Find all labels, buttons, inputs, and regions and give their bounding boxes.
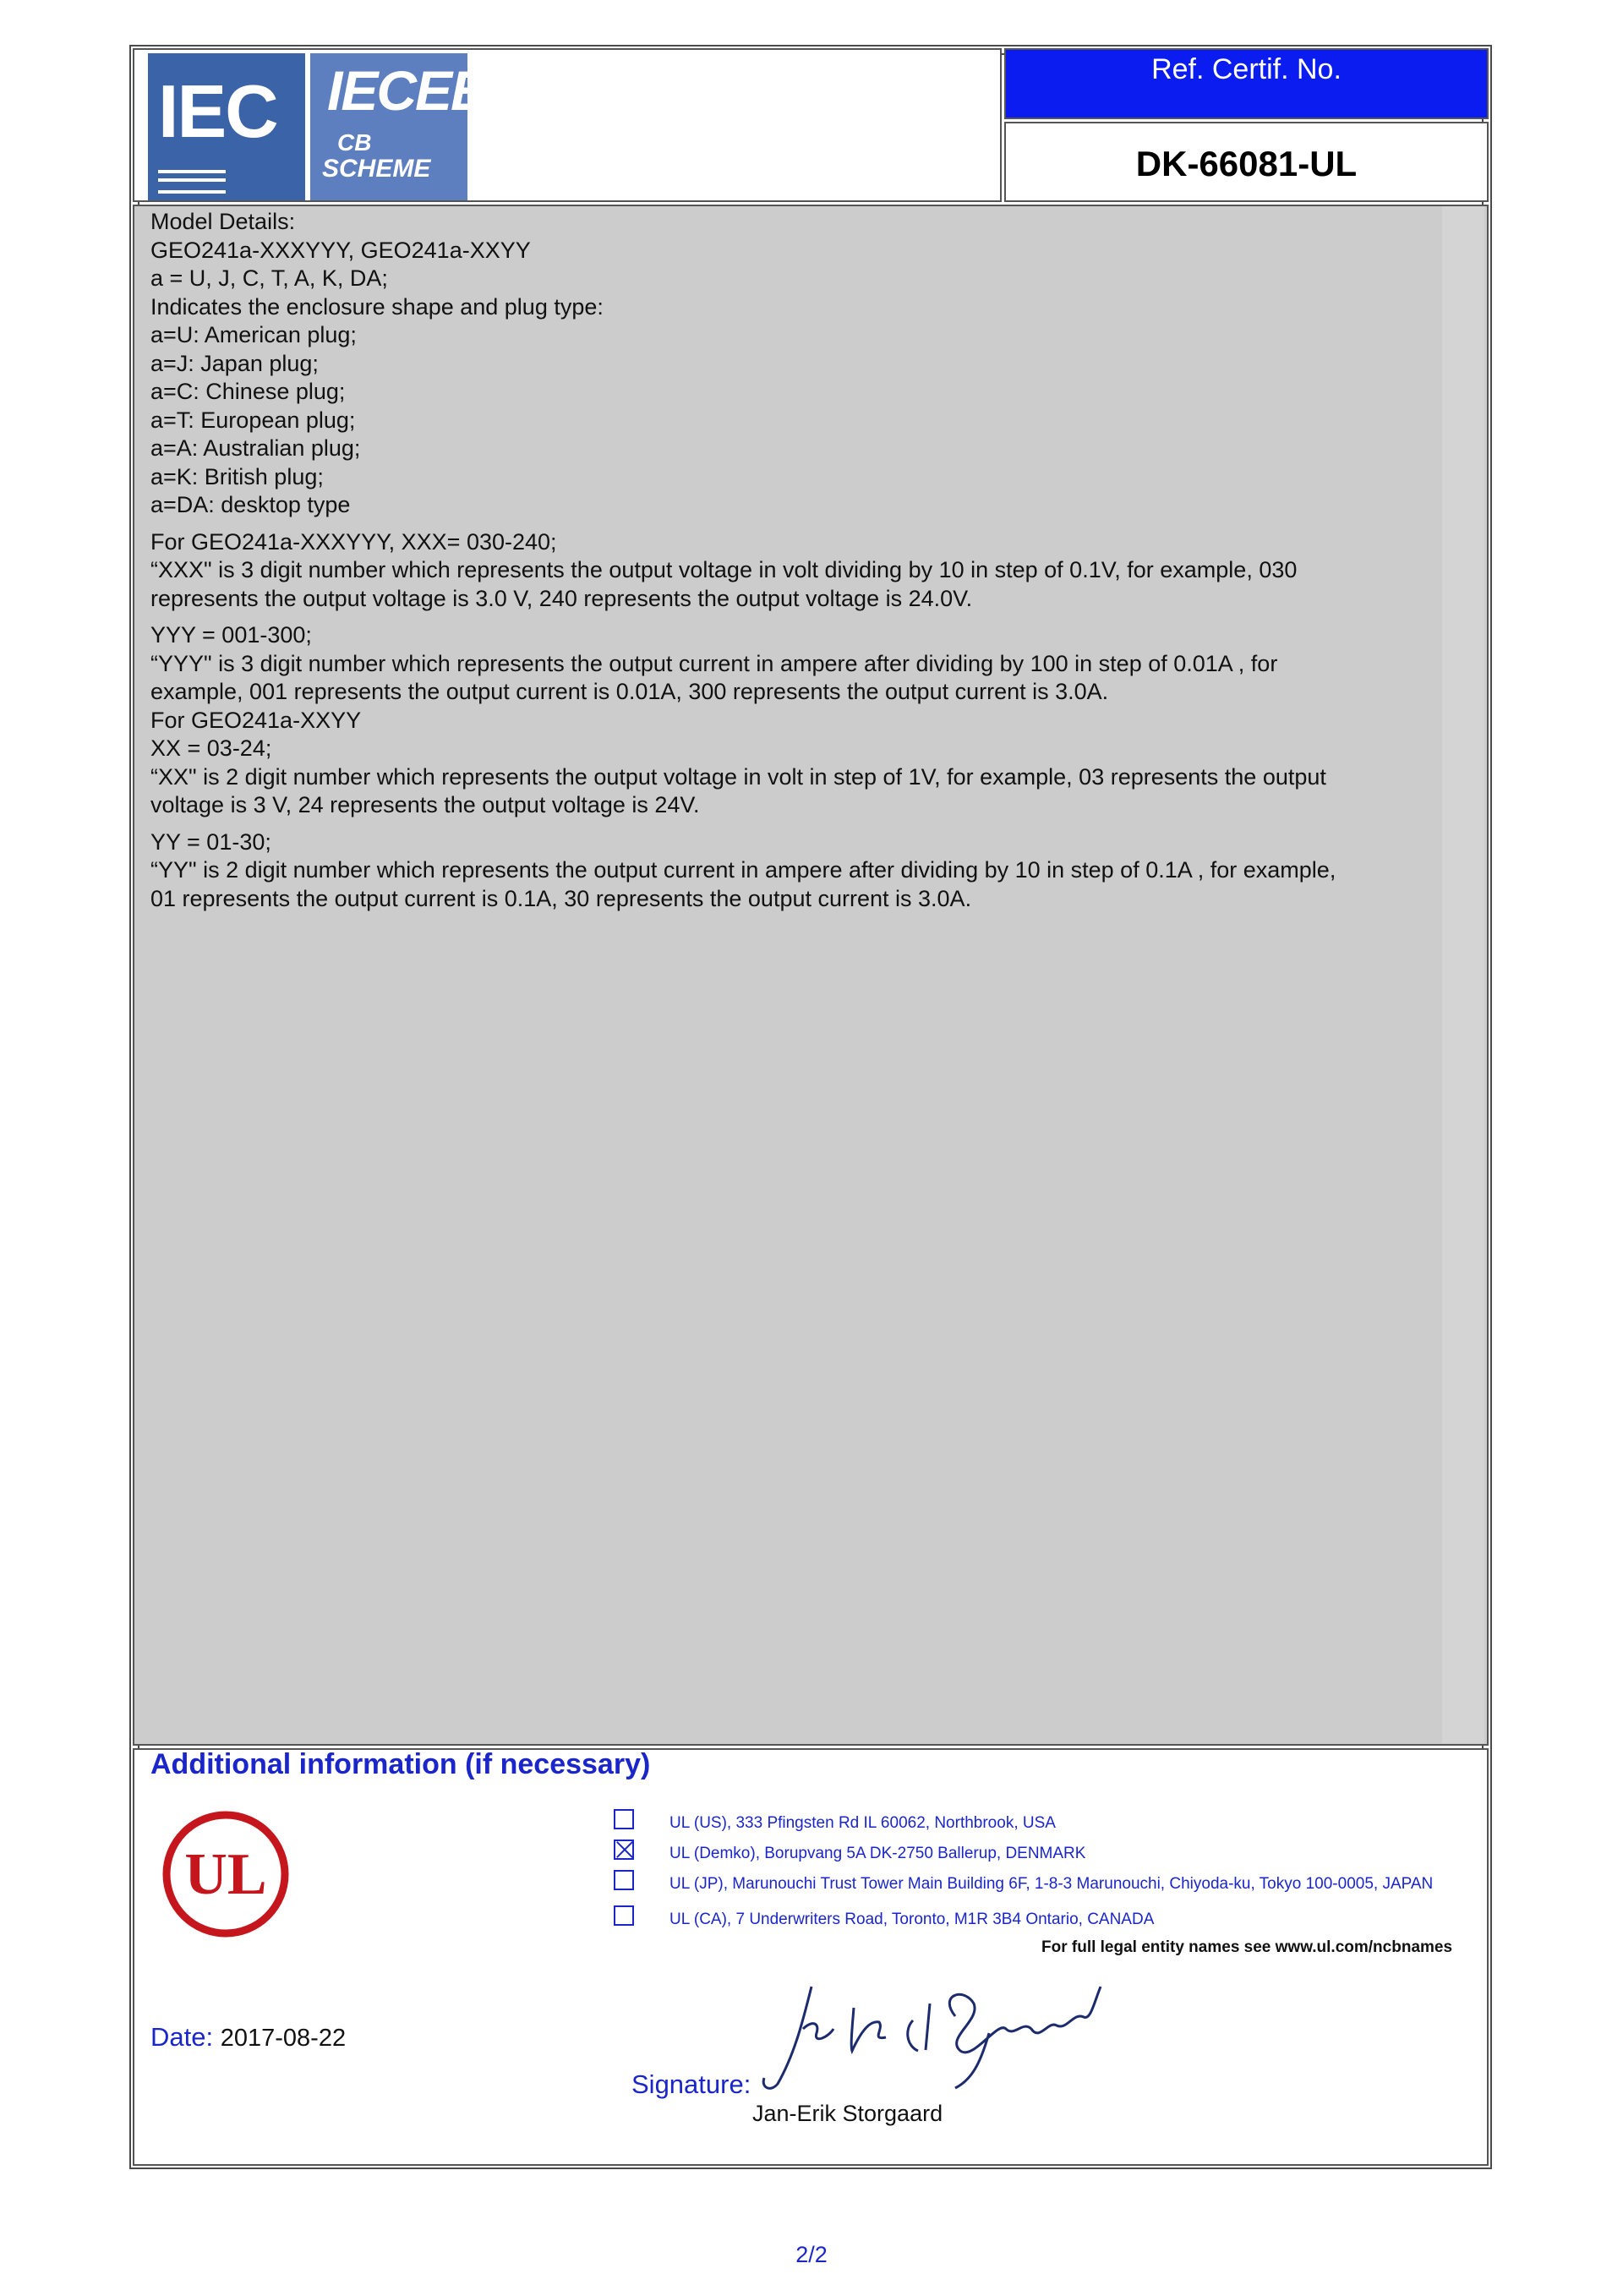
model-detail-line: “YYY" is 3 digit number which represents the output current in ampere after dividing by 100 in step of 0.01A , for	[150, 650, 1278, 676]
signature-label: Signature:	[631, 2069, 751, 2099]
model-detail-line: YYY = 001-300;	[150, 622, 312, 648]
model-block-2	[150, 528, 1452, 614]
model-block-1	[150, 208, 1452, 520]
model-block-3	[150, 621, 1452, 820]
additional-info-title: Additional information (if necessary)	[150, 1748, 651, 1780]
model-detail-line: Indicates the enclosure shape and plug type:	[150, 293, 604, 320]
date-field	[150, 2022, 346, 2053]
model-detail-line: example, 001 represents the output current is 0.01A, 300 represents the output current is 3.0A.	[150, 679, 1109, 704]
logo-cell	[133, 48, 1002, 202]
model-detail-line: 01 represents the output current is 0.1A, 30 represents the output current is 3.0A.	[150, 885, 972, 911]
empty-checkbox	[614, 1870, 634, 1890]
model-detail-line: a=T: European plug;	[150, 407, 356, 433]
ul-entity-text: UL (US), 333 Pfingsten Rd IL 60062, Northbrook, USA	[669, 1814, 1056, 1832]
iec-logo: IEC	[148, 53, 305, 200]
ul-logo	[161, 1809, 291, 1939]
legal-entity-note: For full legal entity names see www.ul.com/ncbnames	[1041, 1938, 1453, 1956]
model-detail-line: a=C: Chinese plug;	[150, 379, 346, 404]
model-detail-line: YY = 01-30;	[150, 828, 271, 855]
ref-certif-label: Ref. Certif. No.	[1004, 48, 1489, 119]
date-value: 2017-08-22	[220, 2025, 347, 2052]
ref-certif-number: DK-66081-UL	[1004, 122, 1489, 202]
model-detail-line: “XXX" is 3 digit number which represents the output voltage in volt dividing by 10 in step of 0.1V, for example, 030	[150, 557, 1298, 582]
handwritten-signature	[752, 1970, 1124, 2096]
page-number: 2/2	[795, 2242, 828, 2267]
model-detail-line: voltage is 3 V, 24 represents the output voltage is 24V.	[150, 792, 700, 817]
model-detail-line: For GEO241a-XXXYYY, XXX= 030-240;	[150, 528, 557, 555]
model-detail-line: a=DA: desktop type	[150, 492, 351, 517]
checked-checkbox	[614, 1840, 634, 1860]
model-detail-line: Model Details:	[150, 209, 296, 234]
empty-checkbox	[614, 1809, 634, 1829]
ul-entity-text: UL (JP), Marunouchi Trust Tower Main Building 6F, 1-8-3 Marunouchi, Chiyoda-ku, Tokyo 100-0005, JAPAN	[669, 1875, 1434, 1893]
model-detail-line: “XX" is 2 digit number which represents the output voltage in volt in step of 1V, for example, 03 represents the output	[150, 763, 1326, 790]
model-details-text	[150, 208, 1452, 913]
model-detail-line: XX = 03-24;	[150, 735, 272, 761]
empty-checkbox	[614, 1905, 634, 1926]
model-detail-line: a=K: British plug;	[150, 463, 324, 489]
iecee-cb-scheme-logo: IECEE CB SCHEME	[310, 53, 467, 200]
model-detail-line: GEO241a-XXXYYY, GEO241a-XXYY	[150, 237, 531, 263]
model-detail-line: a=J: Japan plug;	[150, 350, 319, 376]
model-detail-line: a = U, J, C, T, A, K, DA;	[150, 265, 388, 291]
model-block-4	[150, 828, 1452, 914]
ul-entity-text: UL (CA), 7 Underwriters Road, Toronto, M1R 3B4 Ontario, CANADA	[669, 1911, 1155, 1928]
ul-entity-text: UL (Demko), Borupvang 5A DK-2750 Ballerup, DENMARK	[669, 1845, 1086, 1862]
svg-text:UL: UL	[184, 1842, 267, 1907]
model-detail-line: represents the output voltage is 3.0 V, 240 represents the output voltage is 24.0V.	[150, 585, 973, 611]
model-detail-line: a=U: American plug;	[150, 322, 357, 347]
date-label: Date:	[150, 2022, 214, 2052]
model-detail-line: “YY" is 2 digit number which represents the output current in ampere after dividing by 10 in step of 0.1A , for example,	[150, 857, 1336, 883]
signer-name: Jan-Erik Storgaard	[752, 2101, 943, 2126]
model-detail-line: a=A: Australian plug;	[150, 435, 361, 461]
model-detail-line: For GEO241a-XXYY	[150, 707, 362, 733]
